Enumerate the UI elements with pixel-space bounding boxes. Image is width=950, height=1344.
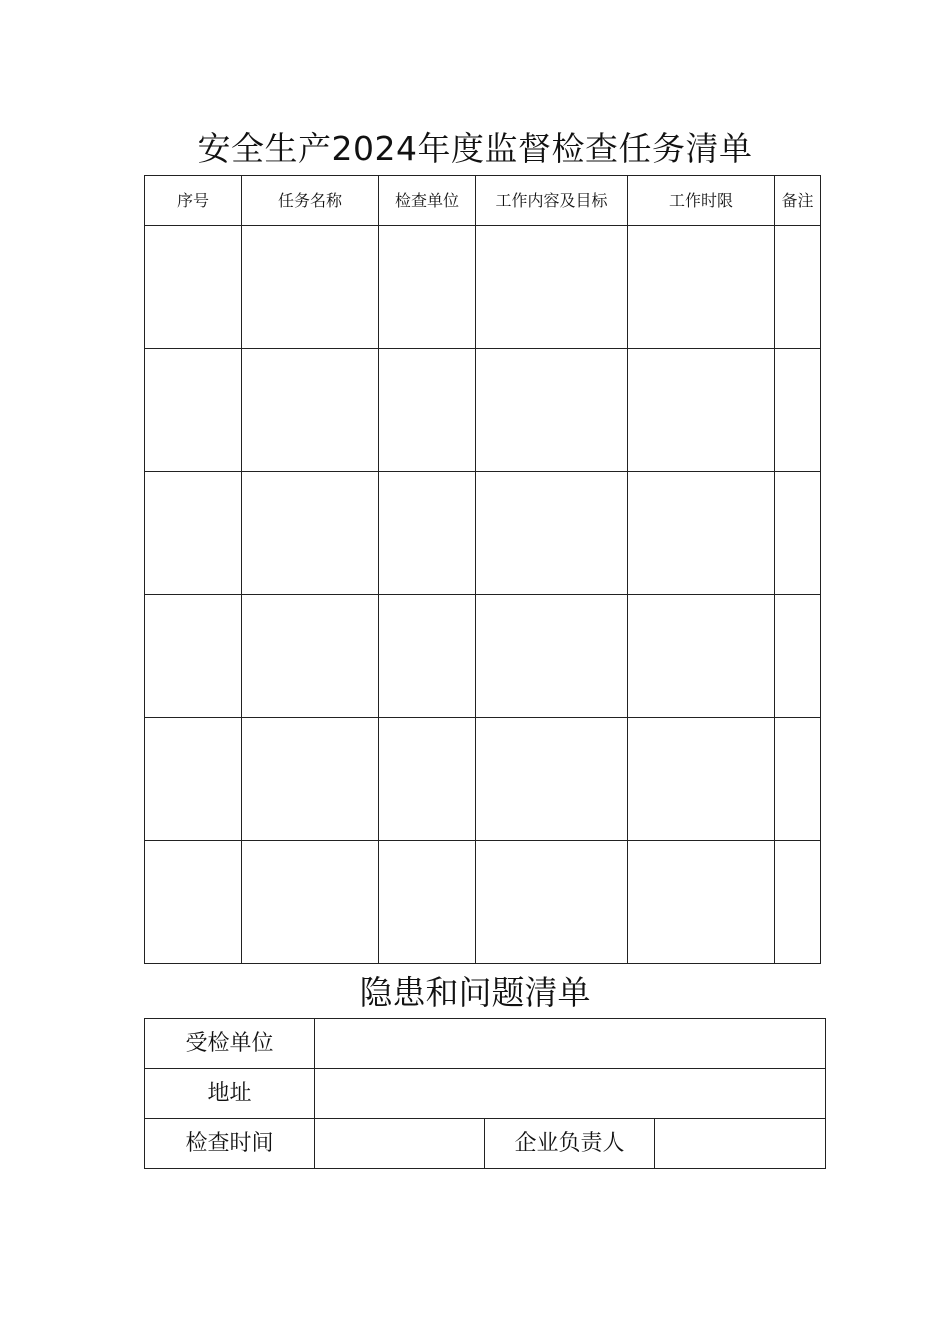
table-cell <box>476 595 628 718</box>
table-row <box>145 226 821 349</box>
table-cell <box>379 226 476 349</box>
table-cell <box>775 595 821 718</box>
table-cell <box>775 841 821 964</box>
table-cell <box>145 718 242 841</box>
table-row <box>145 595 821 718</box>
issue-row-address <box>145 1069 826 1119</box>
header-remarks: 备注 <box>775 176 821 226</box>
table-cell <box>628 226 775 349</box>
inspected-unit-label: 受检单位 <box>145 1019 315 1069</box>
responsible-person-field[interactable] <box>655 1119 826 1169</box>
issue-table <box>144 1018 826 1169</box>
table-cell <box>628 718 775 841</box>
table-row <box>145 841 821 964</box>
header-work-content: 工作内容及目标 <box>476 176 628 226</box>
table-cell <box>476 349 628 472</box>
document-title: 安全生产2024年度监督检查任务清单 <box>197 129 753 168</box>
table-cell <box>628 472 775 595</box>
table-cell <box>476 718 628 841</box>
responsible-person-label: 企业负责人 <box>485 1119 655 1169</box>
table-cell <box>775 718 821 841</box>
inspected-unit-field[interactable] <box>315 1019 826 1069</box>
table-cell <box>242 841 379 964</box>
table-cell <box>242 718 379 841</box>
table-cell <box>379 472 476 595</box>
address-label: 地址 <box>145 1069 315 1119</box>
table-cell <box>145 226 242 349</box>
header-serial-number: 序号 <box>145 176 242 226</box>
header-task-name: 任务名称 <box>242 176 379 226</box>
table-cell <box>379 841 476 964</box>
address-field[interactable] <box>315 1069 826 1119</box>
table-cell <box>476 472 628 595</box>
table-row <box>145 718 821 841</box>
header-time-limit: 工作时限 <box>628 176 775 226</box>
table-cell <box>476 841 628 964</box>
issue-row-time-responsible <box>145 1119 826 1169</box>
table-cell <box>145 349 242 472</box>
table-cell <box>775 349 821 472</box>
inspection-time-label: 检查时间 <box>145 1119 315 1169</box>
inspection-time-field[interactable] <box>315 1119 485 1169</box>
table-cell <box>242 472 379 595</box>
table-cell <box>775 226 821 349</box>
table-cell <box>242 226 379 349</box>
header-inspection-unit: 检查单位 <box>379 176 476 226</box>
table-cell <box>242 595 379 718</box>
table-cell <box>775 472 821 595</box>
table-cell <box>145 841 242 964</box>
table-cell <box>628 595 775 718</box>
table-cell <box>628 349 775 472</box>
table-cell <box>628 841 775 964</box>
table-cell <box>145 472 242 595</box>
table-cell <box>379 349 476 472</box>
issue-list-title: 隐患和问题清单 <box>359 973 591 1012</box>
table-row <box>145 472 821 595</box>
table-cell <box>242 349 379 472</box>
table-cell <box>379 595 476 718</box>
issue-row-inspected-unit <box>145 1019 826 1069</box>
table-cell <box>379 718 476 841</box>
task-table-header-row <box>145 176 821 226</box>
table-row <box>145 349 821 472</box>
table-cell <box>145 595 242 718</box>
table-cell <box>476 226 628 349</box>
task-table <box>144 175 821 964</box>
